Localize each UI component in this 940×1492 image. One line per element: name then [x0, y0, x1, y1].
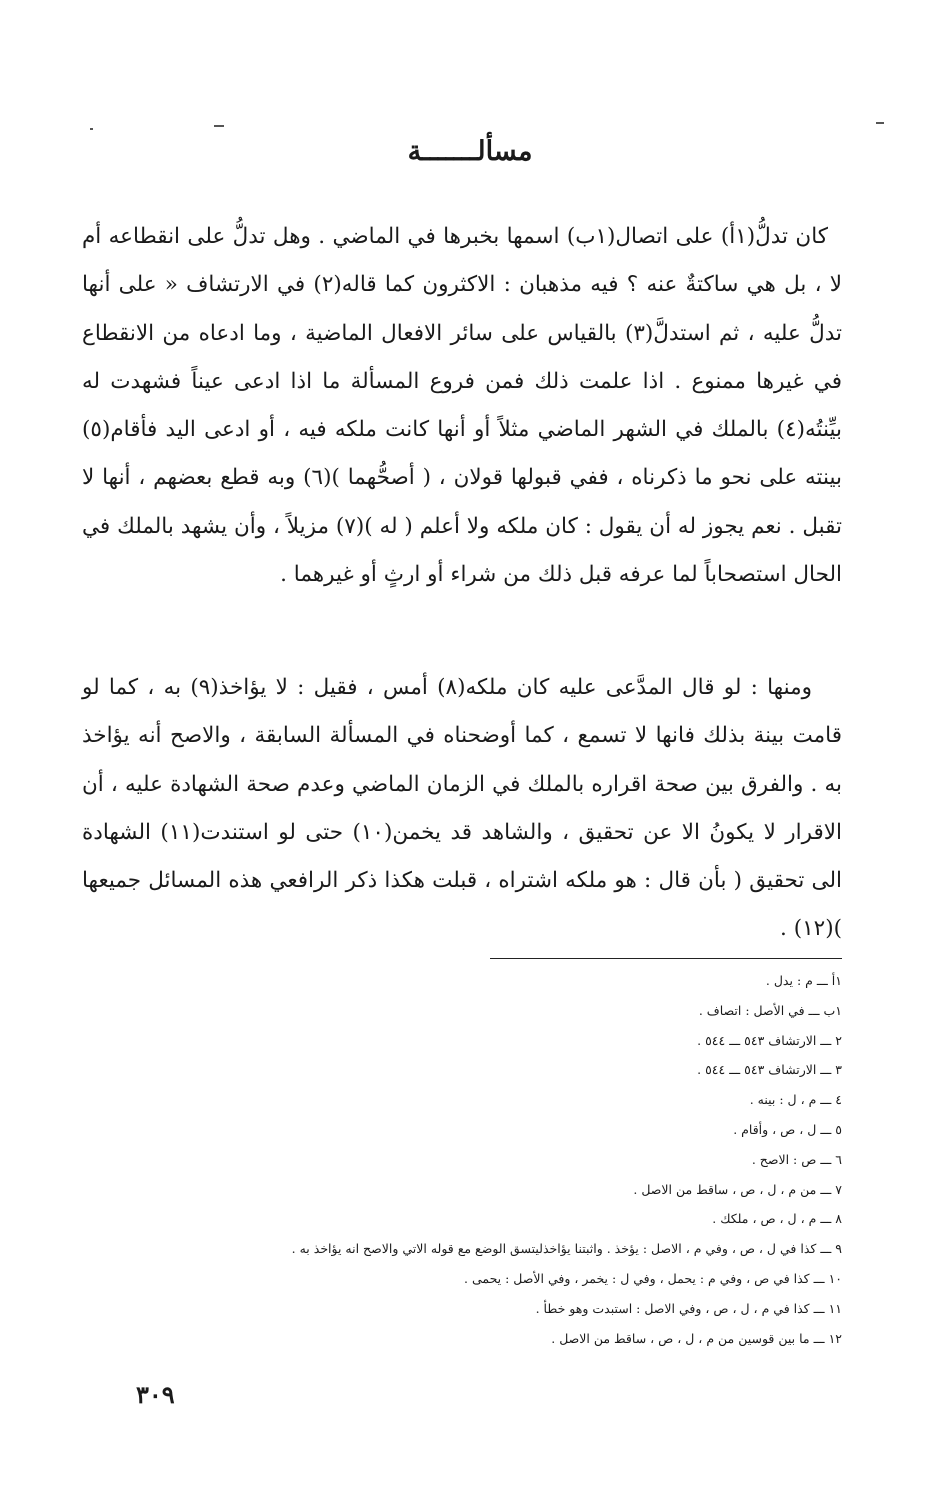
footnote: ٩ ـــ كذا في ل ، ص ، وفي م ، الاصل : يؤخذ . واثبتنا يؤاخذليتسق الوضع مع قوله الاتي والاصح انه يؤاخذ به .: [291, 1241, 842, 1257]
footnote: ٢ ـــ الارتشاف ٥٤٣ ـــ ٥٤٤ .: [697, 1032, 842, 1048]
footnote: ٤ ـــ م ، ل : بينه .: [749, 1092, 842, 1108]
footnote: ١أ ـــ م : يدل .: [765, 973, 842, 988]
footnote: ٣ ـــ الارتشاف ٥٤٣ ـــ ٥٤٤ .: [697, 1062, 842, 1078]
footnote: ٥ ـــ ل ، ص ، وأقام .: [733, 1121, 842, 1137]
page-title: مسألـــــــة: [407, 136, 533, 167]
page-number: ٣٠٩: [136, 1380, 175, 1409]
footnotes-list: [142, 966, 842, 1353]
body-paragraph-1: كان تدلُّ(١أ) على اتصال(١ب) اسمها بخبرها في الماضي . وهل تدلُّ على انقطاعه أم لا ، بل هي ساكتةٌ عنه ؟ فيه مذهبان : الاكثرون كما قاله(٢) في الارتشاف « على أنها تدلُّ عليه ، ثم استدلَّ(٣) بالقياس على سائر الافعال الماضية ، وما ادعاه من الانقطاع في غيرها ممنوع . اذا علمت ذلك فمن فروع المسألة ما اذا ادعى عيناً فشهدت له بيِّنتُه(٤) بالملك في الشهر الماضي مثلاً أو أنها كانت ملكه فيه ، أو ادعى اليد فأقام(٥) بينته على نحو ما ذكرناه ، ففي قبولها قولان ، ( أصحُّهما )(٦) وبه قطع بعضهم ، أنها لا تقبل . نعم يجوز له أن يقول : كان ملكه ولا أعلم ( له )(٧) مزيلاً ، وأن يشهد بالملك في الحال استصحاباً لما عرفه قبل ذلك من شراء أو ارثٍ أو غيرهما .: [82, 224, 843, 588]
footnote: ١١ ـــ كذا في م ، ل ، ص ، وفي الاصل : استبدت وهو خطأ .: [535, 1300, 842, 1316]
scan-speck: [876, 122, 884, 124]
footnote: ١ب ـــ في الأصل : اتصاف .: [698, 1002, 842, 1018]
footnote: ١٢ ـــ ما بين قوسين من م ، ل ، ص ، ساقط من الاصل .: [551, 1330, 842, 1346]
footnote: ٧ ـــ من م ، ل ، ص ، ساقط من الاصل .: [633, 1181, 842, 1197]
scan-speck: [214, 125, 224, 127]
body-paragraph-2: ومنها : لو قال المدَّعى عليه كان ملكه(٨) أمس ، فقيل : لا يؤاخذ(٩) به ، كما لو قامت بينة بذلك فانها لا تسمع ، كما أوضحناه في المسألة السابقة ، والاصح أنه يؤاخذ به . والفرق بين صحة اقراره بالملك في الزمان الماضي وعدم صحة الشهادة عليه ، أن الاقرار لا يكونُ الا عن تحقيق ، والشاهد قد يخمن(١٠) حتى لو استندت(١١) الشهادة الى تحقيق ( بأن قال : هو ملكه اشتراه ، قبلت هكذا ذكر الرافعي هذه المسائل جميعها )(١٢) .: [82, 675, 842, 942]
scan-speck: [90, 128, 93, 130]
footnote: ٨ ـــ م ، ل ، ص ، ملكك .: [712, 1211, 842, 1227]
footnote: ١٠ ـــ كذا في ص ، وفي م : يحمل ، وفي ل : يخمر ، وفي الأصل : يحمى .: [464, 1270, 842, 1286]
footnote-separator: [490, 958, 842, 959]
footnote: ٦ ـــ ص : الاصح .: [751, 1151, 842, 1167]
